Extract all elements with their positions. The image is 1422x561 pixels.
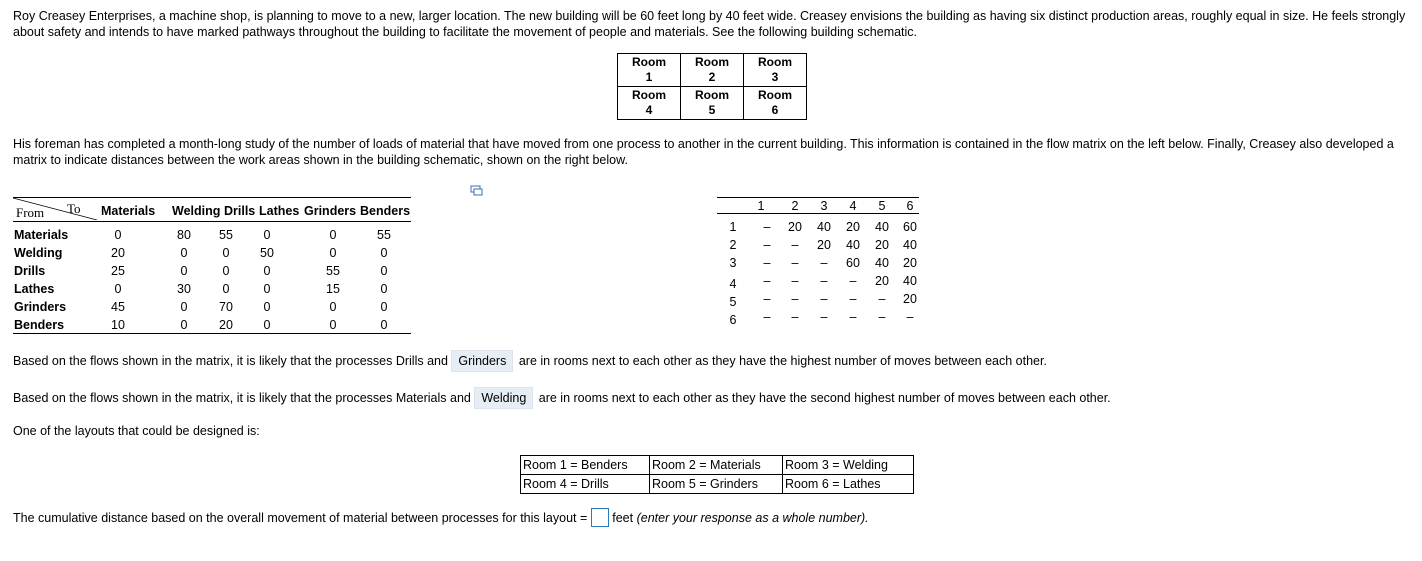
distance-row-label: 2 [729,238,737,252]
foreman-text: His foreman has completed a month-long study of the number of loads of material that have moved from one process to another in the current building. This information is contained in the flow matrix on the left below. Finally, Creasey also developed a matrix to indicate distances between the work areas shown in the building schematic, shown on the right below. [13,137,1394,167]
flow-cell: 50 [260,246,274,260]
flow-cell: 55 [219,228,233,242]
distance-cell: – [791,292,799,306]
final-question [13,509,869,528]
flow-cell: 0 [329,228,337,242]
flow-cell: 0 [263,282,271,296]
layout-room-1: Room 1 = Benders [521,456,650,475]
flow-row-label: Materials [14,228,69,242]
distance-col-header: 6 [906,199,914,213]
distance-col-header: 5 [878,199,886,213]
distance-cell: 20 [846,220,860,234]
copy-icon[interactable] [470,185,483,196]
distance-cell: 20 [817,238,831,252]
flow-cell: 0 [114,282,122,296]
q1-text-before: Based on the flows shown in the matrix, it is likely that the processes Drills and [13,354,448,368]
from-label: From [16,205,45,220]
distance-row-label: 5 [729,295,737,309]
flow-cell: 0 [329,300,337,314]
distance-matrix [717,197,921,327]
flow-cell: 30 [177,282,191,296]
distance-cell: 20 [903,292,917,306]
q1-answer[interactable]: Grinders [451,350,513,372]
flow-cell: 0 [380,264,388,278]
distance-cell: – [820,310,828,324]
distance-cell: – [849,292,857,306]
distance-cell: – [820,292,828,306]
distance-cell: 40 [903,238,917,252]
flow-cell: 20 [219,318,233,332]
distance-row-label: 4 [729,277,737,291]
distance-cell: – [763,220,771,234]
distance-cell: – [878,292,886,306]
flow-cell: 0 [263,228,271,242]
distance-cell: – [849,310,857,324]
flow-cell: 0 [180,264,188,278]
distance-cell: – [763,274,771,288]
distance-row-label: 3 [729,256,737,270]
flow-matrix [13,197,413,337]
flow-cell: 0 [380,246,388,260]
schematic-room-5: Room 5 [681,87,744,120]
flow-cell: 20 [111,246,125,260]
flow-row-label: Drills [14,264,46,278]
flow-cell: 55 [326,264,340,278]
col-header-grinders: Grinders [304,204,357,218]
distance-cell: – [791,274,799,288]
distance-cell: – [791,310,799,324]
question-2 [13,387,1111,409]
flow-cell: 0 [263,264,271,278]
distance-cell: 40 [903,274,917,288]
distance-cell: – [820,256,828,270]
col-header-materials: Materials [101,204,156,218]
flow-cell: 0 [222,246,230,260]
distance-cell: – [878,310,886,324]
flow-cell: 0 [180,318,188,332]
distance-cell: 20 [903,256,917,270]
final-text-before: The cumulative distance based on the overall movement of material between processes for this layout = [13,510,588,525]
distance-col-header: 3 [820,199,828,213]
flow-cell: 0 [380,300,388,314]
layout-room-6: Room 6 = Lathes [783,475,914,494]
schematic-room-1: Room 1 [618,54,681,87]
flow-cell: 55 [377,228,391,242]
col-header-drills: Drills [224,204,256,218]
intro-text: Roy Creasey Enterprises, a machine shop, is planning to move to a new, larger location. The new building will be 60 feet long by 40 feet wide. Creasey envisions the building as having six distinct production areas, roughly equal in size. He feels strongly about safety and intends to have marked pathways throughout the building to facilitate the movement of people and materials. See the following building schematic. [13,9,1406,39]
flow-cell: 0 [180,300,188,314]
distance-cell: – [763,238,771,252]
distance-cell: 40 [875,220,889,234]
distance-cell: 20 [875,238,889,252]
distance-cell: – [763,256,771,270]
distance-cell: 40 [846,238,860,252]
distance-row-label: 6 [729,313,737,327]
distance-cell: – [906,310,914,324]
schematic-room-3: Room 3 [744,54,807,87]
flow-cell: 0 [329,318,337,332]
distance-col-header: 1 [757,199,765,213]
flow-cell: 0 [380,318,388,332]
q2-answer[interactable]: Welding [474,387,533,409]
flow-row-label: Lathes [14,282,55,296]
from-to-header [13,198,97,220]
flow-cell: 0 [222,264,230,278]
flow-cell: 0 [180,246,188,260]
distance-cell: 40 [875,256,889,270]
to-label: To [67,201,81,216]
flow-cell: 0 [380,282,388,296]
distance-cell: – [820,274,828,288]
distance-cell: – [791,256,799,270]
q2-text-after: are in rooms next to each other as they have the second highest number of moves between each other. [538,391,1111,405]
schematic-room-2: Room 2 [681,54,744,87]
distance-cell: 20 [788,220,802,234]
flow-cell: 0 [263,318,271,332]
flow-cell: 15 [326,282,340,296]
distance-cell: – [763,292,771,306]
distance-cell: – [849,274,857,288]
final-hint: (enter your response as a whole number). [636,510,869,525]
layout-room-2: Room 2 = Materials [650,456,783,475]
flow-row-label: Benders [14,318,65,332]
distance-cell: 20 [875,274,889,288]
flow-cell: 80 [177,228,191,242]
flow-cell: 0 [222,282,230,296]
schematic-room-4: Room 4 [618,87,681,120]
flow-cell: 0 [263,300,271,314]
cumulative-distance-input[interactable] [591,508,609,527]
col-header-lathes: Lathes [259,204,300,218]
building-schematic [617,53,807,120]
layout-room-4: Room 4 = Drills [521,475,650,494]
layout-intro: One of the layouts that could be designed is: [13,424,260,438]
col-header-benders: Benders [360,204,411,218]
layout-room-3: Room 3 = Welding [783,456,914,475]
layout-room-5: Room 5 = Grinders [650,475,783,494]
distance-col-header: 4 [849,199,857,213]
schematic-room-6: Room 6 [744,87,807,120]
distance-cell: 60 [903,220,917,234]
question-1 [13,350,1047,372]
distance-cell: 40 [817,220,831,234]
distance-col-header: 2 [791,199,799,213]
distance-cell: – [791,238,799,252]
final-unit: feet [612,510,634,525]
q1-text-after: are in rooms next to each other as they have the highest number of moves between each other. [518,354,1047,368]
col-header-welding: Welding [172,204,221,218]
q2-text-before: Based on the flows shown in the matrix, it is likely that the processes Materials and [13,391,471,405]
distance-cell: 60 [846,256,860,270]
layout-table [520,455,914,494]
distance-row-label: 1 [729,220,737,234]
flow-row-label: Grinders [14,300,67,314]
flow-cell: 0 [114,228,122,242]
flow-cell: 25 [111,264,125,278]
flow-cell: 0 [329,246,337,260]
flow-row-label: Welding [14,246,63,260]
flow-cell: 45 [111,300,125,314]
distance-cell: – [763,310,771,324]
flow-cell: 10 [111,318,125,332]
flow-cell: 70 [219,300,233,314]
